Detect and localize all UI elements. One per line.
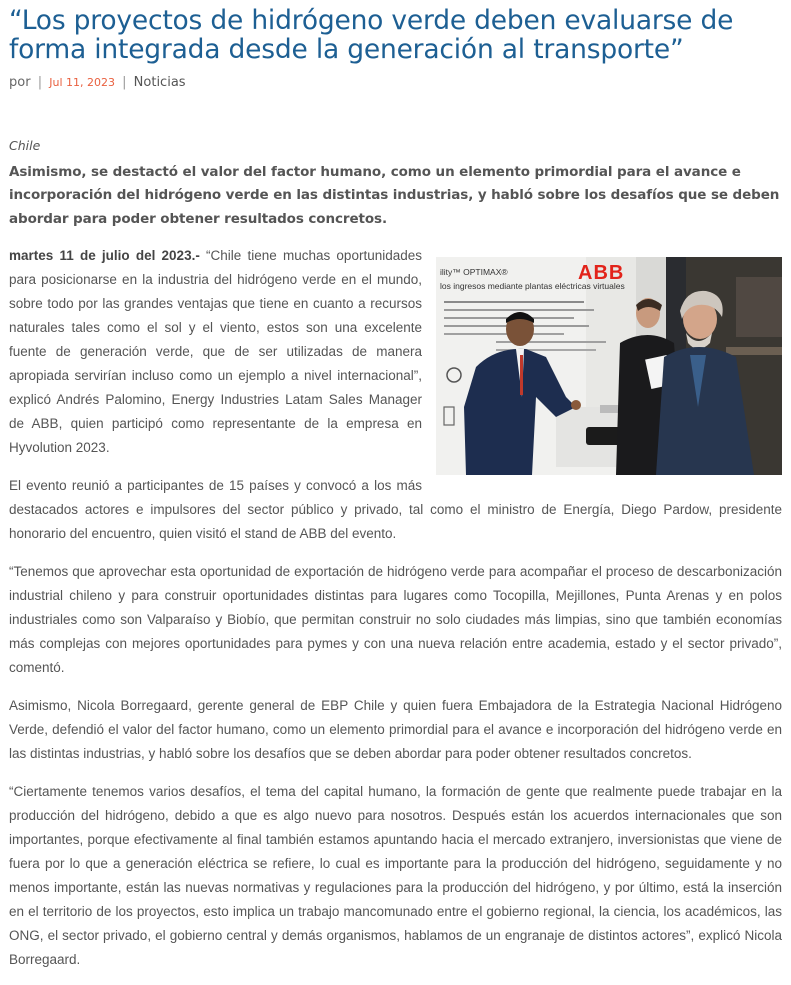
paragraph-1-text: “Chile tiene muchas oportunidades para posicionarse en la industria del hidrógeno verde en el mundo, sobre todo por las grandes ventajas que tiene en cuanto a recursos naturales tales como el sol y el viento, estos son una excelente fuente de generación verde, que de ser utilizadas de manera apropiada servirían incluso como un ejemplo a nivel internacional”, explicó Andrés Palomino, Energy Industries Latam Sales Manager de ABB, quien participó como representante de la empresa en Hyvolution 2023. [9, 247, 422, 455]
author-label: por [9, 75, 31, 90]
paragraph-4: Asimismo, Nicola Borregaard, gerente general de EBP Chile y quien fuera Embajadora de la Estrategia Nacional Hidrógeno Verde, defendió el valor del factor humano, como un elemento primordial para el avance e incorporación del hidrógeno verde en las distintas industrias, y habló sobre los desafíos que se deben abordar para poder obtener resultados concretos. [9, 697, 782, 761]
panel-subheading: los ingresos mediante plantas eléctricas virtuales [440, 280, 625, 291]
panel-heading: ility™ OPTIMAX® [440, 266, 508, 277]
booth-photo-illustration [436, 257, 782, 475]
abb-logo: ABB [578, 261, 625, 284]
article-body [9, 244, 782, 972]
article-lead: Asimismo, se destactó el valor del factor humano, como un elemento primordial para el avance e incorporación del hidrógeno verde en las distintas industrias, y habló sobre los desafíos que se deben abordar para poder obtener resultados concretos. [9, 164, 780, 227]
dateline: martes 11 de julio del 2023.- [9, 247, 200, 263]
meta-separator: | [122, 75, 127, 90]
article-title: “Los proyectos de hidrógeno verde deben evaluarse de forma integrada desde la generación al transporte” [9, 5, 734, 65]
article-meta [9, 75, 782, 90]
paragraph-3: “Tenemos que aprovechar esta oportunidad de exportación de hidrógeno verde para acompañar el proceso de descarbonización industrial chileno y para construir oportunidades distintas para lugares como Tocopilla, Mejillones, Punta Arenas y en polos industriales como son Valparaíso y Biobío, que permitan construir no solo ciudades más limpias, sino que también economías más complejas con mejores oportunidades para pymes y con una nueva relación entre academia, estado y el sector privado”, comentó. [9, 563, 782, 675]
country-label: Chile [9, 138, 41, 153]
paragraph-5: “Ciertamente tenemos varios desafíos, el tema del capital humano, la formación de gente que realmente puede trabajar en la producción del hidrógeno, debido a que es algo nuevo para nosotros. Después están los acuerdos internacionales que son importantes, porque efectivamente al final también estamos apuntando hacia el mercado extranjero, inversionistas que viene de fuera por lo que a generación eléctrica se refiere, lo cual es importante para la producción del hidrógeno, seguidamente y no menos importante, están las nuevas normativas y regulaciones para la producción del hidrógeno, y por último, está la inserción en el territorio de los proyectos, esto implica un trabajo mancomunado entre el gobierno regional, la ciencia, los académicos, las ONG, el sector privado, el gobierno central y demás organismos, hablamos de un engranaje de distintos actores”, explicó Nicola Borregaard. [9, 783, 782, 967]
article-photo [436, 257, 782, 475]
publish-date: Jul 11, 2023 [49, 76, 115, 89]
paragraph-2: El evento reunió a participantes de 15 países y convocó a los más destacados actores e impulsores del sector público y privado, tal como el ministro de Energía, Diego Pardow, presidente honorario del encuentro, quien visitó el stand de ABB del evento. [9, 477, 782, 541]
category-link[interactable]: Noticias [133, 75, 186, 90]
meta-separator: | [37, 75, 43, 90]
